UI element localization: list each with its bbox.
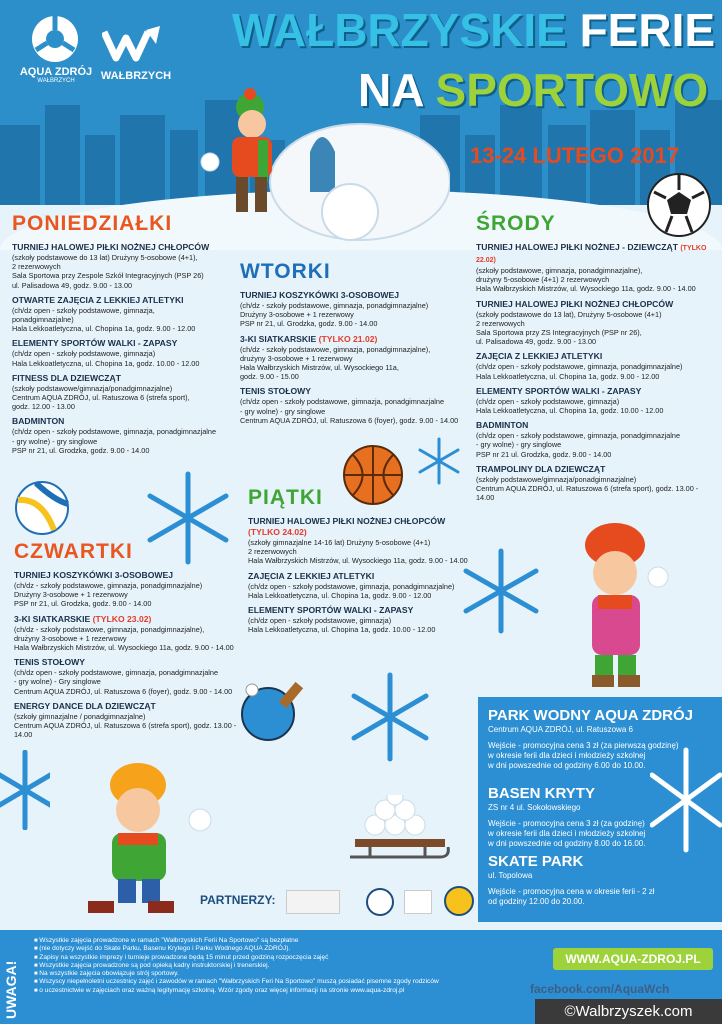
list-item: OTWARTE ZAJĘCIA Z LEKKIEJ ATLETYKI (ch/dz open - szkoły podstawowe, gimnazja, ponadgimnazjalne) Hala Lekkoatletyczna, ul. Chopina 1a, godz. 9.00 - 12.00 [12,294,196,334]
list-item: ■ Wszystkie zajęcia prowadzone są pod opieką kadry instruktorskiej i trenerskiej. [34,962,544,970]
igloo-and-kid-illustration [200,82,450,242]
list-item: TURNIEJ HALOWEJ PIŁKI NOŻNEJ CHŁOPCÓW (TYLKO 24.02) (szkoły gimnazjalne 14-16 lat) Drużyny 5-osobowe (4+1) 2 rezerwowych Hala Wałbrzyskich Mistrzów, ul. Wysockiego 11a, godz. 9.00 - 14.00 [248,516,468,566]
list-item: ELEMENTY SPORTÓW WALKI - ZAPASY (ch/dz open - szkoły podstawowe, gimnazja) Hala Lekkoatletyczna, ul. Chopina 1a, godz. 10.00 - 12.00 [476,385,664,416]
section-title-piatki: PIĄTKI [248,486,323,509]
title-na: NA [358,64,423,116]
facebook-link[interactable]: facebook.com/AquaWch [530,982,670,996]
section-title-wtorki: WTORKI [240,260,331,283]
walbrzych-logo-text: WAŁBRZYCH [100,70,172,82]
aqua-zdroj-logo-icon [30,14,80,64]
venue-address: ul. Topolowa [488,871,533,880]
section-title-srody: ŚRODY [476,212,556,235]
poniedzialki-events [12,242,237,460]
section-title-czwartki: CZWARTKI [14,540,133,563]
wtorki-events [240,290,468,430]
section-title-poniedzialki: PONIEDZIAŁKI [12,212,173,235]
partner-logos [286,886,466,916]
venue-desc: w okresie ferii dla dzieci i młodzieży szkolnej [488,751,646,760]
snowflake-icon [345,672,435,762]
list-item: ELEMENTY SPORTÓW WALKI - ZAPASY (ch/dz open - szkoły podstawowe, gimnazja) Hala Lekkoatletyczna, ul. Chopina 1a, godz. 10.00 - 12.00 [248,605,436,635]
list-item: ENERGY DANCE DLA DZIEWCZĄT (szkoły gimnazjalne / ponadgimnazjalne) Centrum AQUA ZDRÓJ, ul. Ratuszowa 6 (strefa sport), godz. 13.00 - 14.00 [14,700,237,740]
sled-with-snowballs-illustration [330,795,460,875]
venue-skate-park [488,853,718,907]
boy-with-snowball-illustration [78,755,218,925]
title-ferie: FERIE [579,4,716,56]
list-item: FITNESS DLA DZIEWCZĄT (szkoły podstawowe/gimnazja/ponadgimnazjalne) Centrum AQUA ZDRÓJ, ul. Ratuszowa 6 (strefa sport), godz. 12.00 - 13.00 [12,372,190,412]
partners-label: PARTNERZY: [200,893,276,907]
snowflake-icon [458,548,544,634]
venue-desc: w dni powszednie od godziny 8.00 do 16.00. [488,839,646,848]
venue-address: ZS nr 4 ul. Sokołowskiego [488,803,581,812]
list-item: ■ (nie dotyczy wejść do Skate Parku, Basenu Krytego i Parku Wodnego AQUA ZDRÓJ). [34,945,544,953]
list-item: BADMINTON (ch/dz open - szkoły podstawowe, gimnazja, ponadgimnazjalne - gry wolne) - gry singlowe PSP nr 21 ul. Grodzka, godz. 9.00 - 14.00 [476,420,681,459]
piatki-events [248,516,473,639]
venue-desc: Wejście - promocyjna cena 3 zł (za godzinę) [488,819,645,828]
list-item: BADMINTON (ch/dz open - szkoły podstawowe, gimnazja, ponadgimnazjalne - gry wolne) - gry singlowe PSP nr 21, ul. Grodzka, godz. 9.00 - 14.00 [12,416,217,455]
venue-desc: od godziny 12.00 do 20.00. [488,897,585,906]
list-item: ■ Zapisy na wszystkie imprezy i turnieje prowadzone będą 15 minut przed godziną rozpoczęcia zajęć [34,954,544,962]
website-link[interactable]: WWW.AQUA-ZDROJ.PL [553,948,713,970]
list-item: 3-KI SIATKARSKIE (TYLKO 21.02) (ch/dz - szkoły podstawowe, gimnazja, ponadgimnazjalne), drużyny 3-osobowe + 1 rezerwowy Hala Wałbrzyskich Mistrzów, ul. Wysockiego 11a, godz. 9.00 - 15.00 [240,333,431,382]
footer-notes-list [34,937,544,995]
list-item: TRAMPOLINY DLA DZIEWCZĄT (szkoły podstawowe/gimnazja/ponadgimnazjalne) Centrum AQUA ZDRÓJ, ul. Ratuszowa 6 (strefa sport), godz. 13.00 - 14.00 [476,463,699,503]
partner-logo [366,888,394,916]
aqua-zdroj-logo-text: AQUA ZDRÓJ WAŁBRZYCH [19,66,93,84]
list-item: TURNIEJ KOSZYKÓWKI 3-OSOBOWEJ (ch/dz - szkoły podstawowe, gimnazja, ponadgimnazjalne) Drużyny 3-osobowe + 1 rezerwowy PSP nr 21, ul. Grodzka, godz. 9.00 - 14.00 [14,570,203,609]
srody-events [476,242,716,507]
venue-desc: Wejście - promocyjna cena w okresie ferii - 2 zł [488,887,655,896]
venue-desc: w dni powszednie od godziny 6.00 do 10.00. [488,761,646,770]
list-item: ELEMENTY SPORTÓW WALKI - ZAPASY (ch/dz open - szkoły podstawowe, gimnazja) Hala Lekkoatletyczna, ul. Chopina 1a, godz. 10.00 - 12.00 [12,338,200,368]
list-item: ■ o uczestnictwie w zajęciach oraz ważną legitymację szkolną. Wzór zgody oraz więcej informacji na stronie www.aqua-zdroj.pl [34,987,544,995]
svg-text:UWAGA!: UWAGA! [3,960,19,1019]
uwaga-label [0,935,22,1020]
venue-desc: w okresie ferii dla dzieci i młodzieży szkolnej [488,829,646,838]
list-item: TENIS STOŁOWY (ch/dz open - szkoły podstawowe, gimnazja, ponadgimnazjalne - gry wolne) - Gry singlowe Centrum AQUA ZDRÓJ, ul. Ratuszowa 6 (foyer), godz. 9.00 - 14.00 [14,657,233,696]
list-item: ZAJĘCIA Z LEKKIEJ ATLETYKI (ch/dz open - szkoły podstawowe, gimnazja, ponadgimnazjalne) Hala Lekkoatletyczna, ul. Chopina 1a, godz. 9.00 - 12.00 [248,570,455,600]
venue-address: Centrum AQUA ZDRÓJ, ul. Ratuszowa 6 [488,725,633,734]
title-line-1 [232,6,715,54]
volleyball-icon [14,480,70,536]
list-item: ■ Wszystkie zajęcia prowadzone w ramach "Wałbrzyskich Ferii Na Sportowo" są bezpłatne [34,937,544,945]
partner-logo [404,890,432,914]
list-item: 3-KI SIATKARSKIE (TYLKO 23.02) (ch/dz - szkoły podstawowe, gimnazja, ponadgimnazjalne), drużyny 3-osobowe + 1 rezerwowy Hala Wałbrzyskich Mistrzów, ul. Wysockiego 11a, godz. 9.00 - 14.00 [14,613,234,653]
football-icon [646,172,712,238]
ping-pong-paddle-icon [238,672,318,752]
partner-logo [286,890,340,914]
event-dates: 13-24 LUTEGO 2017 [470,143,680,168]
list-item: TURNIEJ KOSZYKÓWKI 3-OSOBOWEJ (ch/dz - szkoły podstawowe, gimnazja, ponadgimnazjalne) Drużyny 3-osobowe + 1 rezerwowy PSP nr 21, ul. Grodzka, godz. 9.00 - 14.00 [240,290,429,329]
title-sportowo: SPORTOWO [435,64,709,116]
girl-with-snowball-illustration [570,515,670,695]
partner-logo [444,886,474,916]
list-item: TENIS STOŁOWY (ch/dz open - szkoły podstawowe, gimnazja, ponadgimnazjalne - gry wolne) - gry singlowe Centrum AQUA ZDRÓJ, ul. Ratuszowa 6 (foyer), godz. 9.00 - 14.00 [240,386,459,425]
snowflake-icon [414,436,464,486]
czwartki-events [14,570,242,744]
title-walbrzyskie: WAŁBRZYSKIE [232,4,567,56]
list-item: TURNIEJ HALOWEJ PIŁKI NOŻNEJ CHŁOPCÓW (szkoły podstawowe do 13 lat) Drużyny 5-osobowe (4+1), 2 rezerwowych Sala Sportowa przy Zespole Szkół Integracyjnych (PSP 26) ul. Palisadowa 49, godz. 9.00 - 13.00 [12,242,210,290]
list-item: TURNIEJ HALOWEJ PIŁKI NOŻNEJ CHŁOPCÓW (szkoły podstawowe do 13 lat), Drużyny 5-osobowe (4+1) 2 rezerwowych Sala Sportowa przy ZS Integracyjnych (PSP nr 26), ul. Palisadowa 49, godz. 9.00 - 13.00 [476,298,674,347]
venue-desc: Wejście - promocyjna cena 3 zł (za pierwszą godzinę) [488,741,679,750]
snowflake-icon [0,750,50,830]
basketball-icon [342,444,404,506]
venue-title: PARK WODNY AQUA ZDRÓJ [488,707,694,724]
snowflake-icon [140,470,236,566]
list-item: ■ Na wszystkie zajęcia obowiązuje strój sportowy. [34,970,544,978]
snowflake-icon [650,745,722,855]
list-item: TURNIEJ HALOWEJ PIŁKI NOŻNEJ - DZIEWCZĄT (TYLKO 22.02) (szkoły podstawowe, gimnazja, ponadgimnazjalne), drużyny 5-osobowe (4+1) 2 rezerwowych Hala Wałbrzyskich Mistrzów, ul. Wysockiego 11a, godz. 9.00 - 14.00 [476,242,707,294]
venue-title: BASEN KRYTY [488,785,595,802]
walbrzych-logo-icon [102,24,164,64]
watermark: ©Walbrzyszek.com [535,999,722,1024]
venue-title: SKATE PARK [488,853,584,870]
list-item: ■ Wszyscy niepełnoletni uczestnicy zajęć i zawodów w ramach "Wałbrzyskich Feri Na Sportowo" muszą posiadać pisemne zgody rodziców [34,978,544,986]
list-item: ZAJĘCIA Z LEKKIEJ ATLETYKI (ch/dz open - szkoły podstawowe, gimnazja, ponadgimnazjalne) Hala Lekkoatletyczna, ul. Chopina 1a, godz. 9.00 - 12.00 [476,351,683,381]
